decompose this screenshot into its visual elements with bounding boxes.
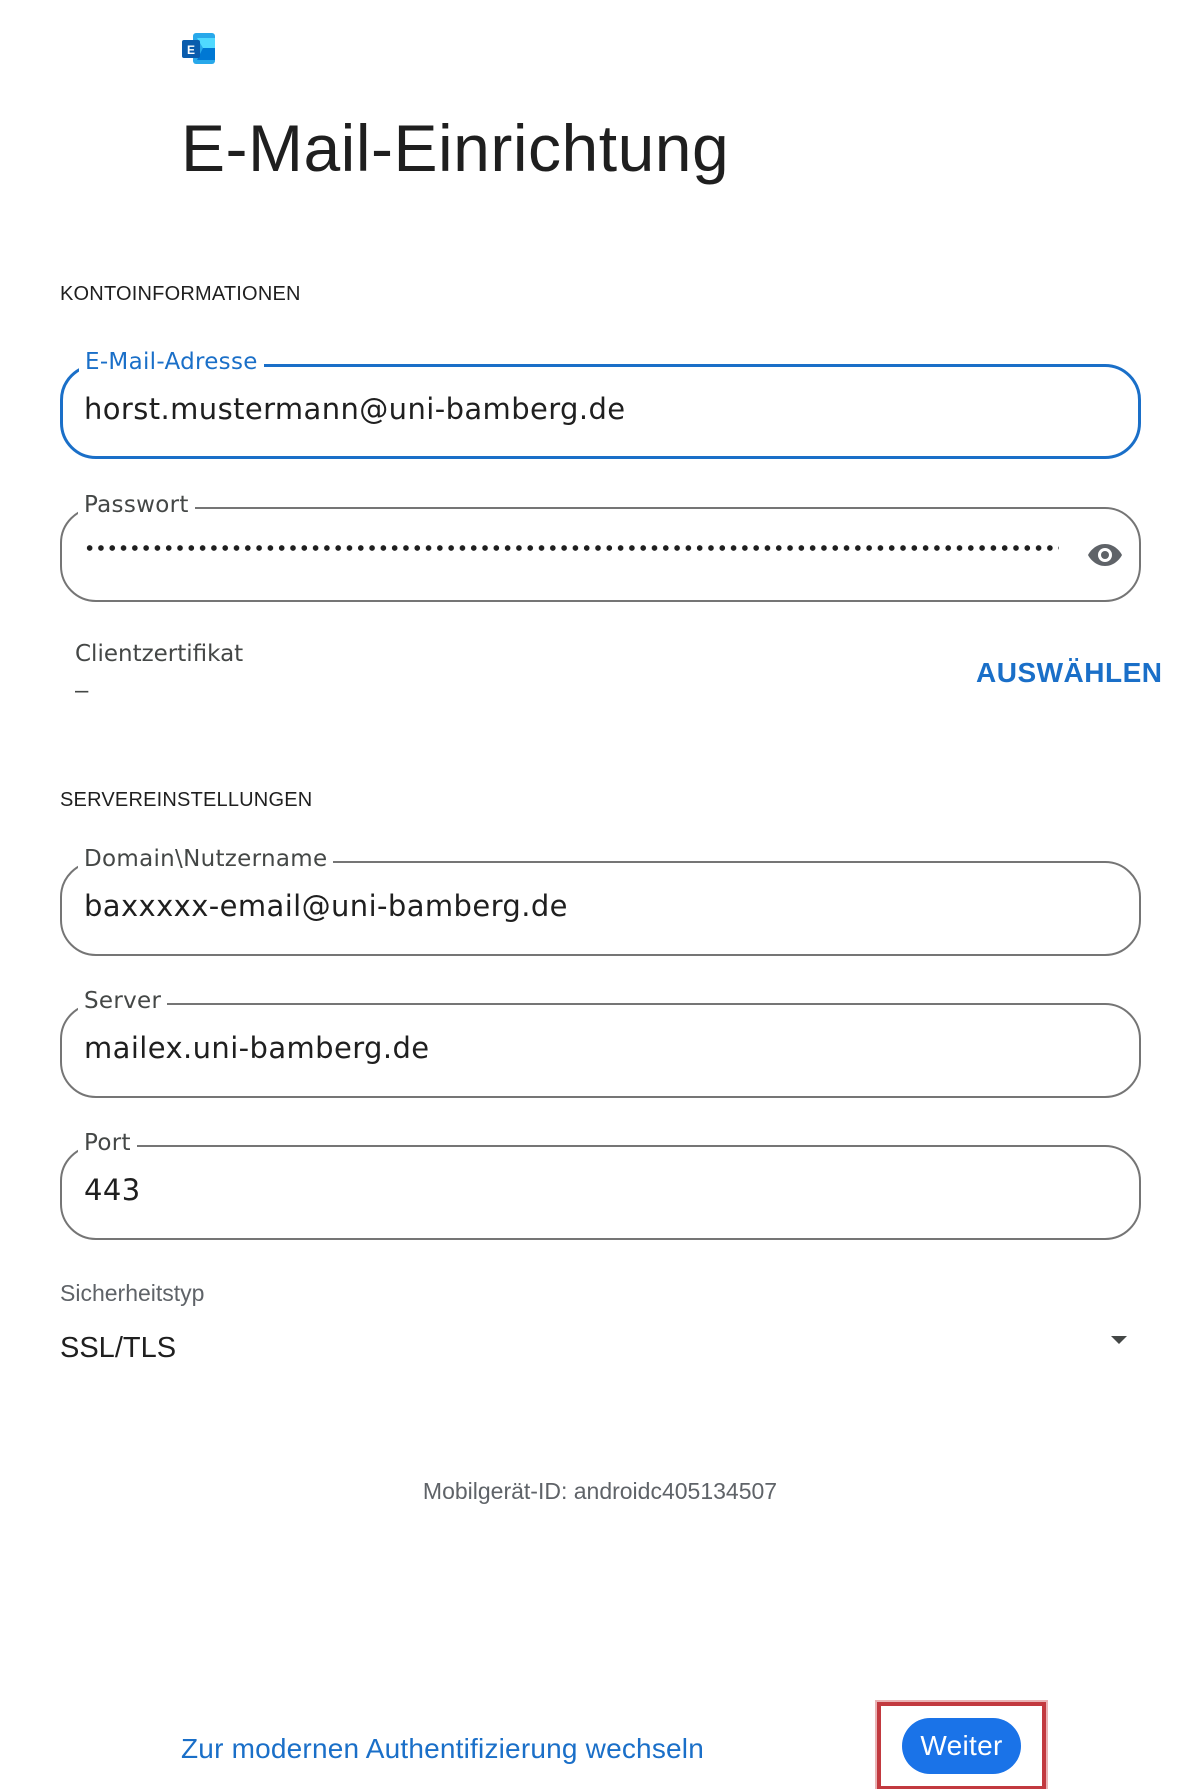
- username-field-label: Domain\Nutzername: [78, 846, 333, 872]
- client-certificate-value: –: [75, 677, 89, 704]
- port-field[interactable]: [60, 1130, 1141, 1240]
- svg-text:E: E: [186, 43, 196, 57]
- username-field-value[interactable]: baxxxxx-email@uni-bamberg.de: [84, 889, 568, 923]
- eye-icon[interactable]: [1087, 542, 1123, 568]
- port-field-label: Port: [78, 1130, 137, 1156]
- username-field[interactable]: [60, 846, 1141, 956]
- exchange-app-icon: [181, 32, 216, 65]
- section-heading-server: SERVEREINSTELLUNGEN: [60, 789, 313, 811]
- server-field[interactable]: [60, 988, 1141, 1098]
- modern-auth-link[interactable]: Zur modernen Authentifizierung wechseln: [181, 1733, 704, 1764]
- server-field-value[interactable]: mailex.uni-bamberg.de: [84, 1031, 430, 1065]
- email-field-label: E-Mail-Adresse: [79, 349, 264, 375]
- password-field-label: Passwort: [78, 492, 195, 518]
- port-field-value[interactable]: 443: [84, 1173, 141, 1207]
- select-certificate-button[interactable]: AUSWÄHLEN: [976, 657, 1163, 688]
- section-heading-account: KONTOINFORMATIONEN: [60, 283, 301, 305]
- server-field-label: Server: [78, 988, 167, 1014]
- device-id-text: Mobilgerät-ID: androidc405134507: [422, 1478, 778, 1504]
- security-type-select[interactable]: [60, 1320, 1141, 1380]
- next-button[interactable]: Weiter: [902, 1718, 1021, 1774]
- password-field[interactable]: [60, 492, 1141, 602]
- security-type-label: Sicherheitstyp: [60, 1280, 205, 1306]
- security-type-value: SSL/TLS: [60, 1332, 177, 1364]
- email-field-value[interactable]: horst.mustermann@uni-bamberg.de: [84, 392, 626, 426]
- dropdown-arrow-icon[interactable]: [1111, 1336, 1127, 1344]
- email-field[interactable]: [60, 349, 1141, 459]
- password-masked-value[interactable]: [84, 543, 1059, 553]
- client-certificate-label: Clientzertifikat: [75, 641, 244, 667]
- page-title: E-Mail-Einrichtung: [181, 111, 730, 185]
